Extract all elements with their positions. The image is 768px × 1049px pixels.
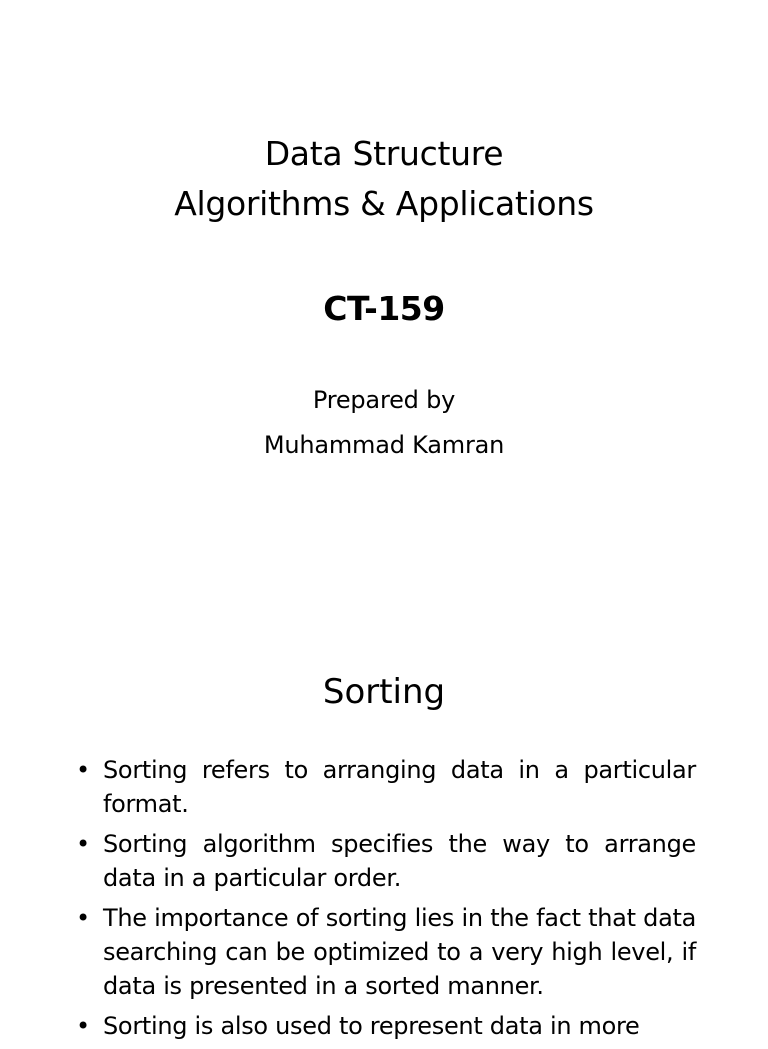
bullet-text: Sorting is also used to represent data in more [103,1012,640,1040]
course-code: CT-159 [323,289,445,328]
bullet-item [76,827,696,895]
bullet-icon: • [76,1012,90,1040]
bullet-list [76,753,696,1049]
author-name: Muhammad Kamran [263,431,505,459]
bullet-text: The importance of sorting lies in the fact that data searching can be optimized to a very high level, if data is presented in a sorted manner. [103,904,696,1000]
title-line-2: Algorithms & Applications [174,184,594,223]
bullet-item [76,901,696,1003]
bullet-item [76,1009,696,1043]
bullet-icon: • [76,904,90,932]
bullet-icon: • [76,756,90,784]
sorting-slide [0,576,768,1040]
bullet-text: Sorting algorithm specifies the way to arrange data in a particular order. [103,830,696,892]
prepared-label: Prepared by [312,386,456,414]
bullet-icon: • [76,830,90,858]
bullet-item [76,753,696,821]
slide-title: Sorting [322,672,446,712]
bullet-text: Sorting refers to arranging data in a particular format. [103,756,696,818]
title-line-1: Data Structure [264,134,504,173]
